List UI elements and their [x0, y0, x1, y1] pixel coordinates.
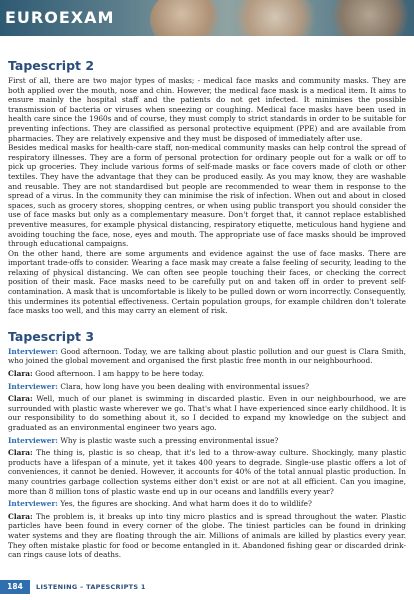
dialogue-text: The problem is, it breaks up into tiny micro plastics and is spread throughout the water. Plastic particles have been found in every corner of the globe. The tiniest particles can be found in drinking water systems and they are floating through the air. Millions of animals are killed by plastics every year. They often mistake plastic for food or become entangled in it. Abandoned fishing gear or discarded drink-can rings cause lots of deaths.	[8, 511, 406, 560]
dialogue-text: Good afternoon. I am happy to be here today.	[32, 369, 204, 379]
tapescript-3-section	[8, 329, 406, 560]
dialogue-text: Good afternoon. Today, we are talking about plastic pollution and our guest is Clara Smith, who joined the global movement and organised the first plastic free month in our neighbourhood.	[8, 346, 406, 366]
speaker-clara: Clara:	[8, 448, 33, 458]
section-heading: Tapescript 2	[8, 58, 95, 73]
dialogue-line	[8, 448, 406, 496]
page-content	[8, 58, 406, 560]
speaker-interviewer: Interviewer:	[8, 435, 59, 445]
section-heading: Tapescript 3	[8, 328, 95, 344]
dialogue-line	[8, 347, 406, 366]
paragraph: First of all, there are two major types of masks; - medical face masks and community masks. They are both applied over the mouth, nose and chin. However, the medical face mask is a medical item. It aims to ensure mainly the hospital staff and the patients do not get infected. It minimises the possible transmission of bacteria or viruses when sneezing or coughing. Medical face masks have been used in health care since the 1960s and of course, they must comply to strict standards in order to be suitable for preventing infections. They are classified as personal protective equipment (PPE) and are available from pharmacies. They are relatively expensive and they must be disposed of immediately after use.	[8, 76, 406, 143]
dialogue-text: Yes, the figures are shocking. And what harm does it do to wildlife?	[58, 499, 312, 509]
dialogue-line	[8, 499, 406, 509]
dialogue-text: The thing is, plastic is so cheap, that it's led to a throw-away culture. Shockingly, many plastic products have a lifespan of a minute, yet it takes 400 years to degrade. Single-use plastic offers a lot of conveniences, it cannot be denied. However, it accounts for 40% of the total annual plastic production. In many countries garbage collection systems either don't exist or are not at all efficient. Can you imagine, more than 8 million tons of plastic waste end up in our oceans and landfills every year?	[8, 448, 406, 496]
dialogue-text: Well, much of our planet is swimming in discarded plastic. Even in our neighbourhood, we are surrounded with plastic waste wherever we go. That's what I have experienced since early childhood. It is our responsibility to do something about it, so I decided to expand my knowledge on the subject and graduated as an environmental engineer two years ago.	[8, 394, 406, 432]
euroexam-logo: EUROEXAM	[5, 8, 115, 27]
paragraph: Besides medical masks for health-care staff, non-medical community masks can help control the spread of respiratory illnesses. They are a form of personal protection for ordinary people out for a walk or off to pick up groceries. They include various forms of self-made masks or face covers made of cloth or other textiles. They have the advantage that they can be produced easily. As you may know, they are washable and reusable. They are not standardised but people are recommended to wear them in response to the spread of a virus. In the community they can minimise the risk of infection. When out and about in closed spaces, such as grocery stores, shopping centres, or when using public transport you should consider the use of face masks but only as a complementary measure. Don't forget that, it cannot replace established preventive measures, for example physical distancing, respiratory etiquette, meticulous hand hygiene and avoiding touching the face, nose, eyes and mouth. The appropriate use of face masks should be improved through educational campaigns.	[8, 143, 406, 249]
banner-photo-face	[150, 0, 220, 36]
dialogue-text: Clara, how long have you been dealing with environmental issues?	[58, 381, 310, 391]
page-number: 184	[0, 580, 30, 594]
dialogue-line	[8, 436, 406, 446]
banner-photo-face	[230, 0, 320, 36]
speaker-interviewer: Interviewer:	[8, 499, 59, 509]
paragraph: On the other hand, there are some arguments and evidence against the use of face masks. There are important trade-offs to consider. Wearing a face mask may create a false feeling of security, leading to the relaxing of physical distancing. We can often see people touching their faces, or checking the correct position of their mask. Face masks need to be carefully put on and taken off in order to prevent self-contamination. A mask that is uncomfortable is likely to be pulled down or worn incorrectly. Consequently, this undermines its potential effectiveness. Certain population groups, for example children don't tolerate face masks too well, and this may carry an element of risk.	[8, 248, 406, 316]
footer-section-label: LISTENING – TAPESCRIPTS 1	[36, 583, 146, 591]
dialogue-line	[8, 382, 406, 392]
speaker-clara: Clara:	[8, 369, 33, 379]
speaker-interviewer: Interviewer:	[8, 381, 59, 391]
speaker-interviewer: Interviewer:	[8, 346, 59, 356]
dialogue-line	[8, 369, 406, 379]
page-footer	[0, 580, 414, 594]
header-banner	[0, 0, 414, 36]
tapescript-2-section	[8, 58, 406, 316]
speaker-clara: Clara:	[8, 394, 33, 404]
dialogue-text: Why is plastic waste such a pressing environmental issue?	[58, 435, 279, 445]
banner-photo-face	[330, 0, 410, 36]
dialogue-line	[8, 394, 406, 432]
speaker-clara: Clara:	[8, 511, 33, 521]
dialogue-line	[8, 512, 406, 560]
